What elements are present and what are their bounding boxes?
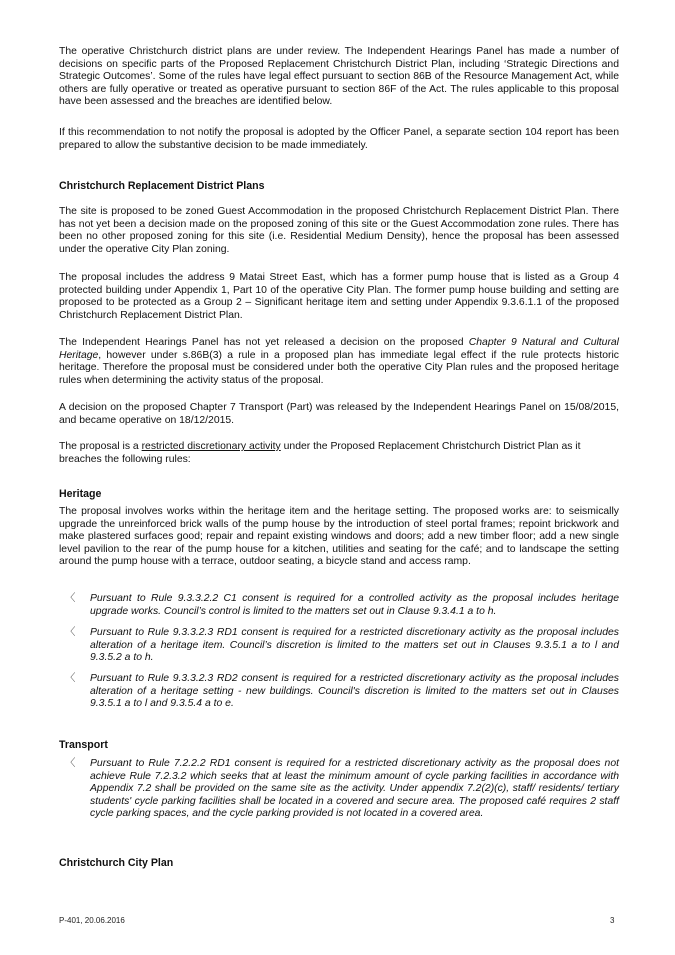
paragraph-text: The Independent Hearings Panel has not yet released a decision on the proposed	[59, 337, 469, 348]
replacement-plan-paragraph-3	[59, 337, 619, 387]
bullet-icon: 〈	[65, 627, 76, 638]
replacement-plan-paragraph-1: The site is proposed to be zoned Guest Accommodation in the proposed Christchurch Replacement District Plan. There has not yet been a decision made on the proposed zoning of this site or the Guest Accommodation zone rules. There has been no other proposed zoning for this site (i.e. Residential Medium Density), hence the proposal has been assessed under the operative City Plan zoning.	[59, 206, 619, 255]
rule-text: Pursuant to Rule 9.3.3.2.3 RD2 consent is required for a restricted discretionary activity as the proposal includes alteration of a heritage setting - new buildings. Council's discretion is limited to the matters set out in Clauses 9.3.5.1 a to l and 9.3.5.4 a to e.	[90, 673, 619, 710]
rule-text: Pursuant to Rule 9.3.3.2.3 RD1 consent is required for a restricted discretionary activity as the proposal includes alteration of a heritage item. Council’s discretion is limited to the matters set out in Clauses 9.3.5.1 a to l and 9.3.5.2 a to h.	[90, 627, 619, 664]
replacement-plan-heading: Christchurch Replacement District Plans	[59, 180, 265, 192]
intro-paragraph-1: The operative Christchurch district plans are under review. The Independent Hearings Panel has made a number of decisions on specific parts of the Proposed Replacement Christchurch District Plan, including ‘Strategic Directions and Strategic Outcomes’. Some of the rules have legal effect pursuant to section 86B of the Resource Management Act, while others are fully operative or treated as operative pursuant to section 86F of the Act. The rules applicable to this proposal have been assessed and the breaches are identified below.	[59, 46, 619, 108]
heritage-paragraph: The proposal involves works within the heritage item and the heritage setting. The proposed works are: to seismically upgrade the unreinforced brick walls of the pump house by the introduction of steel portal frames; repoint brickwork and make plastered surfaces good; repair and repaint existing windows and doors; add a new timber floor; add a new single level pavilion to the rear of the pump house for a kitchen, utilities and seating for the café; and to landscape the setting around the pump house with a terrace, outdoor seating, a bicycle stand and access ramp.	[59, 506, 619, 568]
heritage-rule-bullet	[59, 593, 619, 618]
intro-paragraph-2: If this recommendation to not notify the proposal is adopted by the Officer Panel, a separate section 104 report has been prepared to allow the substantive decision to be made immediately.	[59, 127, 619, 151]
paragraph-text: , however under s.86B(3) a rule in a proposed plan has immediate legal effect if the rule protects historic heritage. Therefore the proposal must be considered under both the operative City Plan rules and the proposed heritage rules when determining the activity status of the proposal.	[59, 349, 619, 386]
transport-heading: Transport	[59, 739, 108, 751]
bullet-icon: 〈	[65, 593, 76, 604]
bullet-icon: 〈	[65, 758, 76, 769]
bullet-icon: 〈	[65, 673, 76, 684]
rule-text: Pursuant to Rule 7.2.2.2 RD1 consent is required for a restricted discretionary activity as the proposal does not achieve Rule 7.2.3.2 which seeks that at least the minimum amount of cycle parking facilities in accordance with Appendix 7.2 shall be provided on the same site as the activity. Under appendix 7.2(2)(c), staff/ residents/ tertiary students' cycle parking facilities shall be located in a covered and secure area. The proposed café requires 2 staff cycle parking spaces, and the cycle parking provided is not located in a covered area.	[90, 758, 619, 820]
heritage-rule-bullet	[59, 627, 619, 665]
heritage-rule-bullet	[59, 673, 619, 711]
page-number: 3	[610, 916, 615, 925]
city-plan-heading: Christchurch City Plan	[59, 857, 174, 869]
chapter-title-italic: Chapter 9 Natural and Cultural Heritage	[59, 337, 619, 361]
paragraph-text: under the Proposed Replacement Christchurch District Plan as it breaches the following rules:	[59, 441, 581, 465]
replacement-plan-paragraph-5	[59, 441, 619, 466]
activity-status-underlined: restricted discretionary activity	[141, 441, 281, 452]
heritage-heading: Heritage	[59, 488, 102, 500]
footer-reference: P-401, 20.06.2016	[59, 916, 125, 925]
paragraph-text: The proposal is a	[59, 441, 142, 452]
replacement-plan-paragraph-2: The proposal includes the address 9 Matai Street East, which has a former pump house that is listed as a Group 4 protected building under Appendix 1, Part 10 of the operative City Plan. The former pump house building and setting are proposed to be protected as a Group 2 – Significant heritage item and setting under Appendix 9.3.6.1.1 of the proposed Christchurch Replacement District Plan.	[59, 272, 619, 321]
transport-rule-bullet	[59, 758, 619, 821]
rule-text: Pursuant to Rule 9.3.3.2.2 C1 consent is required for a controlled activity as the proposal includes heritage upgrade works. Council’s control is limited to the matters set out in Clause 9.3.4.1 a to h.	[90, 593, 619, 617]
replacement-plan-paragraph-4: A decision on the proposed Chapter 7 Transport (Part) was released by the Independent Hearings Panel on 15/08/2015, and became operative on 18/12/2015.	[59, 402, 619, 426]
